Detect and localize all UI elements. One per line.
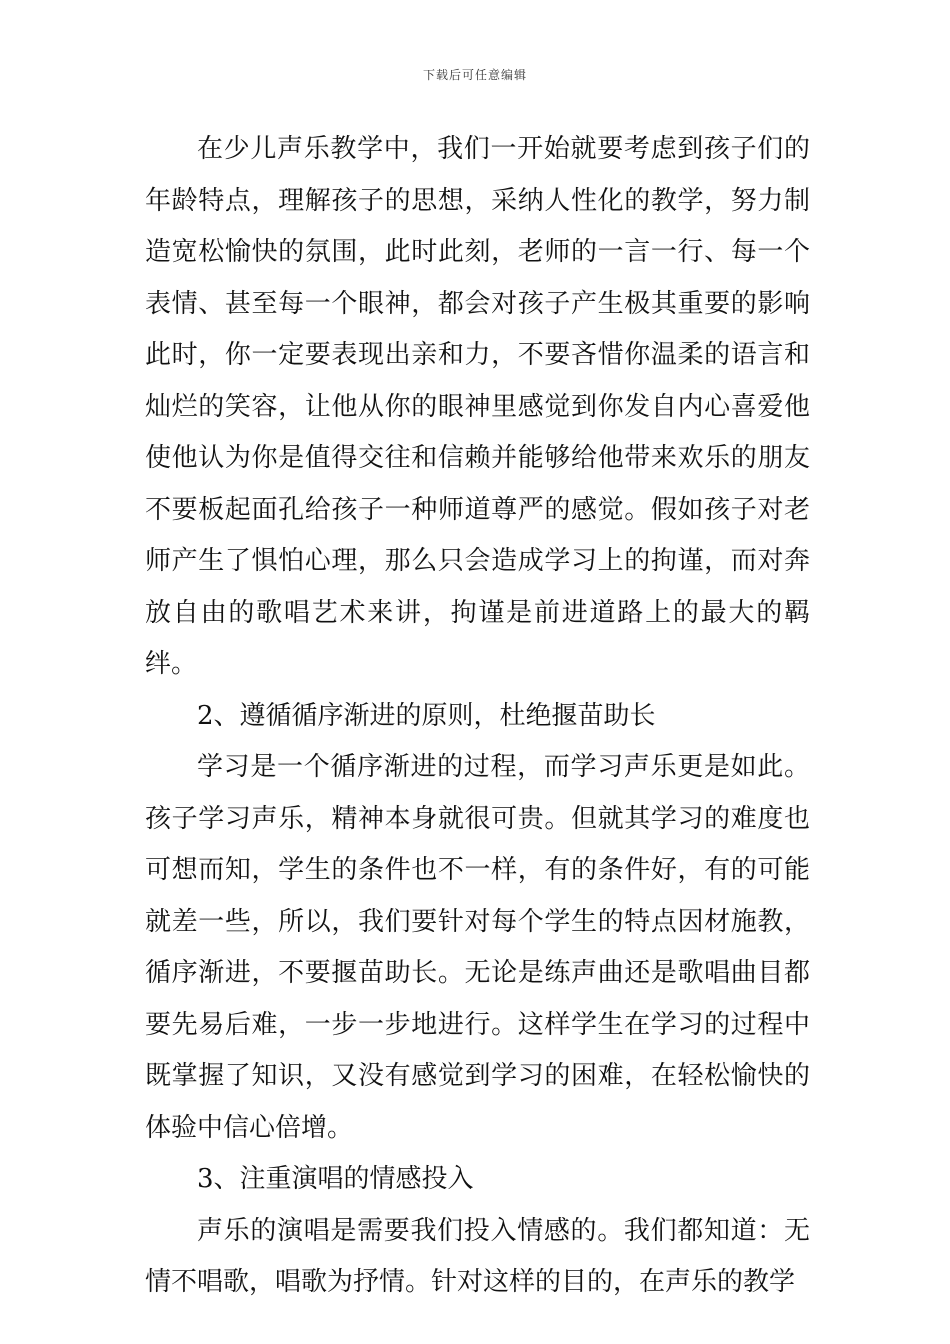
section-heading-gradual-principle: 2、遵循循序渐进的原则，杜绝揠苗助长 — [197, 700, 656, 731]
paragraph-teaching-approach: 在少儿声乐教学中，我们一开始就要考虑到孩子们的年龄特点，理解孩子的思想，采纳人性化的教学，努力制造宽松愉快的氛围，此时此刻，老师的一言一行、每一个表情、甚至每一个眼神，都会对孩子产生极其重要的影响此时，你一定要表现出亲和力，不要吝惜你温柔的语言和灿烂的笑容，让他从你的眼神里感觉到你发自内心喜爱他使他认为你是值得交往和信赖并能够给他带来欢乐的朋友不要板起面孔给孩子一种师道尊严的感觉。假如孩子对老师产生了惧怕心理，那么只会造成学习上的拘谨，而对奔放自由的歌唱艺术来讲，拘谨是前进道路上的最大的羁绊。 — [145, 134, 810, 679]
document-body — [145, 124, 810, 1309]
paragraph-emotional-singing: 声乐的演唱是需要我们投入情感的。我们都知道：无情不唱歌，唱歌为抒情。针对这样的目的，在声乐的教学 — [145, 1215, 810, 1297]
page-header: 下载后可任意编辑 — [422, 68, 527, 82]
section-heading-emotional-input: 3、注重演唱的情感投入 — [197, 1164, 474, 1194]
paragraph-gradual-learning: 学习是一个循序渐进的过程，而学习声乐更是如此。孩子学习声乐，精神本身就很可贵。但就其学习的难度也可想而知，学生的条件也不一样，有的条件好，有的可能就差一些，所以，我们要针对每个学生的特点因材施教，循序渐进，不要揠苗助长。无论是练声曲还是歌唱曲目都要先易后难，一步一步地进行。这样学生在学习的过程中既掌握了知识，又没有感觉到学习的困难，在轻松愉快的体验中信心倍增。 — [145, 752, 810, 1143]
